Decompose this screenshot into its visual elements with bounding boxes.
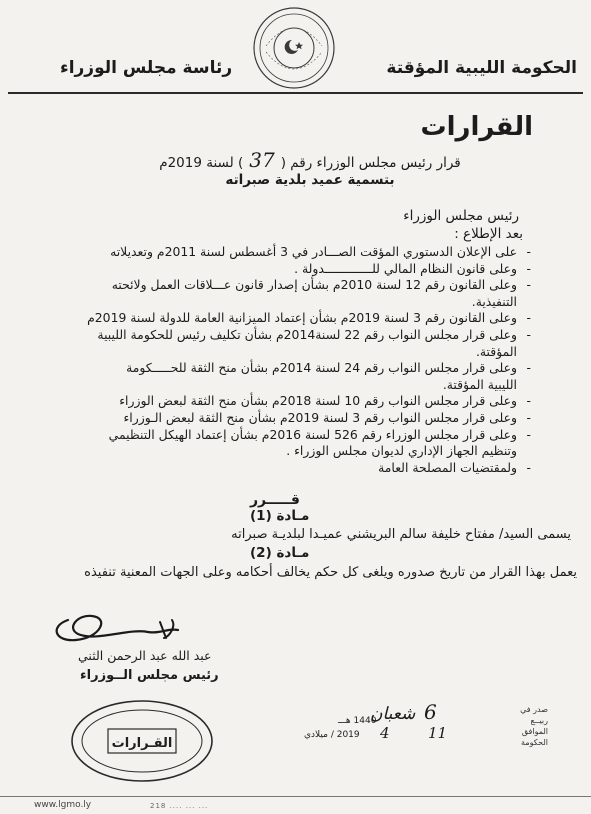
consideration-item: التنفيذية.: [471, 293, 517, 309]
consideration-item: الليبية المؤقتة.: [442, 376, 517, 392]
consideration-item: - وعلى قرار مجلس النواب رقم 22 لسنة2014م بشأن تكليف رئيس للحكومة الليبية: [37, 327, 517, 344]
decision-heading: [80, 148, 540, 172]
decided-heading: قـــــرر: [250, 492, 300, 508]
side-label: صدر في: [520, 705, 548, 714]
hijri-month: شعبان: [370, 704, 416, 724]
footer-divider: [0, 796, 591, 797]
consideration-item: - وعلى قانون النظام المالي للـــــــــــــدولة .: [37, 261, 517, 278]
stamp-text: القـرارات: [111, 736, 173, 751]
government-name: الحكومة الليبية المؤقتة: [386, 58, 577, 78]
article-1-text: يسمى السيد/ مفتاح خليفة سالم البريشني عميـدا لبلديـة صبراته: [231, 527, 571, 542]
gregorian-month: 4: [380, 724, 390, 742]
footer-url: www.lgmo.ly: [34, 800, 92, 810]
signatory-title: رئيس مجلس الــوزراء: [80, 668, 219, 683]
consideration-item: - وعلى قرار مجلس النواب رقم 24 لسنة 2014م بشأن منح الثقة للحـــــكومة: [37, 360, 517, 377]
header-divider: [8, 92, 583, 94]
section-title: القرارات: [420, 112, 533, 142]
consideration-item: - وعلى القانون رقم 12 لسنة 2010م بشأن إصدار قانون عـــلاقات العمل ولائحته: [37, 277, 517, 294]
consideration-item: وتنظيم الجهاز الإداري لديوان مجلس الوزراء .: [286, 443, 517, 459]
preamble-pm: رئيس مجلس الوزراء: [403, 208, 519, 224]
considerations-list: [37, 244, 517, 476]
gregorian-day: 11: [428, 724, 448, 742]
side-label: الحكومة: [521, 738, 548, 747]
signatory-name: عبد الله عبد الرحمن الثني: [78, 648, 212, 663]
consideration-item: - وعلى القانون رقم 3 لسنة 2019م بشأن إعتماد الميزانية العامة للدولة لسنة 2019م: [37, 310, 517, 327]
decision-suffix: ) لسنة 2019م: [159, 155, 244, 171]
hijri-year: 1440 هـــ: [338, 716, 377, 726]
hijri-day: 6: [424, 700, 437, 724]
article-1-title: مـادة (1): [250, 508, 310, 524]
consideration-item: المؤقتة.: [475, 343, 517, 359]
date-side-labels: [488, 704, 548, 748]
official-stamp: [68, 698, 216, 784]
decision-number: 37: [249, 148, 275, 172]
consideration-item: - وعلى قرار مجلس الوزراء رقم 526 لسنة 2016م بشأن إعتماد الهيكل التنظيمي: [37, 427, 517, 444]
presidency-name: رئاسة مجلس الوزراء: [60, 58, 233, 78]
emblem-seal-icon: [252, 6, 336, 90]
consideration-item: - وعلى قرار مجلس النواب رقم 10 لسنة 2018م بشأن منح الثقة لبعض الوزراء: [37, 393, 517, 410]
side-label: ربيــع: [530, 716, 548, 725]
decision-prefix: قرار رئيس مجلس الوزراء رقم (: [280, 155, 461, 171]
consideration-item: - ولمقتضيات المصلحة العامة: [37, 460, 517, 477]
preamble-after-review: بعد الإطلاع :: [454, 226, 523, 242]
article-2-title: مـادة (2): [250, 545, 310, 561]
footer-phone: 218 .... ... ...: [150, 802, 209, 810]
consideration-item: - على الإعلان الدستوري المؤقت الصـــادر في 3 أغسطس لسنة 2011م وتعديلاته: [37, 244, 517, 261]
gregorian-year: 2019 / ميلادي: [304, 730, 360, 740]
consideration-item: - وعلى قرار مجلس النواب رقم 3 لسنة 2019م بشأن منح الثقة لبعض الـوزراء: [37, 410, 517, 427]
side-label: الموافق: [521, 727, 548, 736]
article-2-text: يعمل بهذا القرار من تاريخ صدوره ويلغى كل حكم يخالف أحكامه وعلى الجهات المعنية تنفيذه: [84, 565, 577, 580]
handwritten-signature: [48, 598, 198, 653]
decision-subject: بتسمية عميد بلدية صبراته: [225, 172, 395, 188]
